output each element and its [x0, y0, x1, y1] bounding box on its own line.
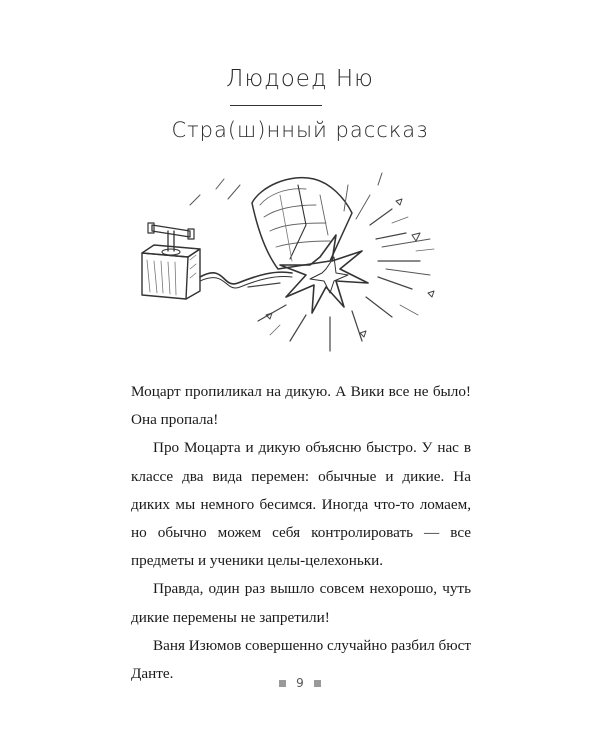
paragraph: Про Моцарта и дикую объясню быстро. У нас в классе два вида перемен: обычные и дикие. На диких мы немного бесимся. Иногда что-то ломаем, но обычно можем себя контролировать — все предметы и ученики целы-целехоньки. — [131, 439, 471, 570]
paragraph: Правда, один раз вышло совсем нехорошо, чуть дикие перемены не запретили! — [131, 580, 471, 626]
square-ornament-icon — [279, 680, 286, 687]
story-text — [131, 378, 471, 688]
paragraph: Моцарт пропиликал на дикую. А Вики все не было! Она пропала! — [131, 383, 471, 429]
author-name: Людоед Ню — [226, 66, 374, 92]
square-ornament-icon — [314, 680, 321, 687]
page-footer — [0, 676, 600, 690]
detonator-icon — [142, 223, 200, 299]
page-number: 9 — [296, 676, 304, 690]
detonator-bust-explosion-icon — [130, 165, 460, 365]
explosion-icon — [190, 173, 434, 351]
story-title: Стра(ш)нный рассказ — [171, 118, 429, 142]
paragraph: Ваня Изюмов совершенно случайно разбил бюст Данте. — [131, 636, 471, 683]
broken-bust-icon — [252, 178, 352, 269]
title-divider — [230, 105, 322, 106]
